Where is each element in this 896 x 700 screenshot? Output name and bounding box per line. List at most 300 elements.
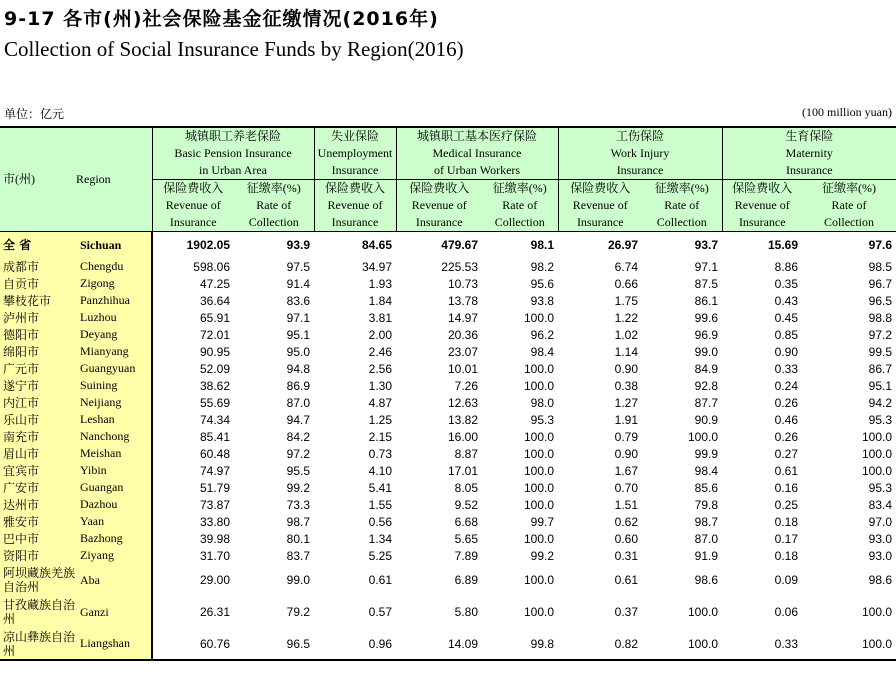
rate-value: 86.1 — [694, 293, 719, 308]
revenue-value: 13.82 — [447, 412, 478, 427]
revenue-value: 20.36 — [447, 327, 478, 342]
rate-value: 95.5 — [286, 463, 310, 478]
region-name-en: Sichuan — [76, 232, 152, 259]
revenue-value: 0.90 — [774, 344, 799, 359]
rate-value: 98.4 — [530, 344, 555, 359]
table-row — [0, 462, 896, 479]
rate-value: 90.9 — [694, 412, 719, 427]
region-name-en: Deyang — [76, 326, 152, 343]
revenue-value: 9.52 — [454, 497, 478, 512]
city-name-cn: 乐山市 — [0, 411, 76, 428]
rate-value: 97.0 — [868, 514, 893, 529]
rate-value: 95.1 — [286, 327, 310, 342]
rate-value: 98.7 — [694, 514, 719, 529]
header-revenue-label: 保险费收入 — [324, 181, 385, 195]
table-row — [0, 343, 896, 360]
header-revenue-label: 保险费收入 — [409, 181, 470, 195]
group-name-en: Work Injury — [610, 146, 670, 160]
group-name-en: in Urban Area — [199, 163, 267, 177]
rate-value: 98.0 — [530, 395, 555, 410]
rate-value: 83.6 — [286, 293, 310, 308]
revenue-value: 1.93 — [368, 276, 392, 291]
table-row — [0, 411, 896, 428]
rate-value: 96.7 — [868, 276, 893, 291]
rate-value: 73.3 — [286, 497, 310, 512]
revenue-value: 0.73 — [368, 446, 392, 461]
revenue-value: 0.96 — [314, 628, 396, 660]
header-city-cn: 市(州) — [0, 127, 76, 232]
rate-value: 80.1 — [286, 531, 310, 546]
header-group-pension — [152, 127, 314, 180]
region-name-en: Yaan — [76, 513, 152, 530]
rate-value: 99.9 — [694, 446, 719, 461]
revenue-value: 55.69 — [199, 395, 230, 410]
table-row — [0, 309, 896, 326]
revenue-value: 0.06 — [774, 605, 799, 619]
table-row — [0, 547, 896, 564]
region-name-en: Guangan — [76, 479, 152, 496]
region-name-en: Aba — [76, 564, 152, 596]
header-revenue — [152, 180, 234, 232]
revenue-value: 2.00 — [368, 327, 392, 342]
rate-value: 94.7 — [286, 412, 310, 427]
rate-value: 79.2 — [286, 605, 310, 619]
revenue-value: 8.87 — [454, 446, 478, 461]
rate-value: 95.3 — [868, 480, 893, 495]
rate-value: 100.0 — [687, 429, 719, 444]
city-name-cn: 全 省 — [0, 232, 76, 259]
city-name-cn: 眉山市 — [0, 445, 76, 462]
table-header — [0, 127, 896, 232]
revenue-value: 0.46 — [774, 412, 799, 427]
region-name-en: Guangyuan — [76, 360, 152, 377]
revenue-value: 17.01 — [447, 463, 478, 478]
rate-value: 79.8 — [694, 497, 719, 512]
revenue-value: 0.61 — [774, 463, 799, 478]
table-row — [0, 530, 896, 547]
header-revenue — [396, 180, 482, 232]
revenue-value: 5.25 — [368, 548, 392, 563]
rate-value: 100.0 — [523, 531, 555, 546]
revenue-value: 36.64 — [199, 293, 230, 308]
revenue-value: 51.79 — [199, 480, 230, 495]
rate-value: 97.5 — [286, 259, 310, 274]
rate-value: 86.7 — [868, 361, 893, 376]
rate-value: 100.0 — [523, 446, 555, 461]
rate-value: 96.9 — [694, 327, 719, 342]
rate-value: 91.9 — [694, 548, 719, 563]
revenue-value: 0.90 — [614, 361, 639, 376]
rate-value: 83.4 — [868, 497, 893, 512]
rate-value: 98.2 — [530, 259, 555, 274]
rate-value: 98.6 — [694, 573, 719, 587]
revenue-value: 0.45 — [774, 310, 799, 325]
revenue-value: 7.26 — [454, 378, 478, 393]
revenue-value: 1902.05 — [152, 232, 234, 259]
city-name-cn: 巴中市 — [0, 530, 76, 547]
header-revenue — [558, 180, 642, 232]
revenue-value: 0.33 — [774, 361, 799, 376]
rate-value: 99.2 — [530, 548, 555, 563]
revenue-value: 1.84 — [368, 293, 392, 308]
city-name-cn: 遂宁市 — [0, 377, 76, 394]
revenue-value: 23.07 — [447, 344, 478, 359]
revenue-value: 0.09 — [774, 573, 799, 587]
table-row — [0, 513, 896, 530]
revenue-value: 90.95 — [199, 344, 230, 359]
city-name-cn: 广元市 — [0, 360, 76, 377]
revenue-value: 0.37 — [614, 605, 639, 619]
table-row — [0, 394, 896, 411]
revenue-value: 4.87 — [368, 395, 392, 410]
region-name-en: Meishan — [76, 445, 152, 462]
revenue-value: 39.98 — [199, 531, 230, 546]
revenue-value: 0.85 — [774, 327, 799, 342]
rate-value: 96.2 — [530, 327, 555, 342]
region-name-en: Yibin — [76, 462, 152, 479]
header-rate-label: Collection — [494, 215, 545, 229]
header-revenue-label: Insurance — [169, 215, 217, 229]
header-revenue — [722, 180, 802, 232]
revenue-value: 0.66 — [614, 276, 639, 291]
revenue-value: 0.25 — [774, 497, 799, 512]
revenue-value: 72.01 — [199, 327, 230, 342]
city-name-cn: 泸州市 — [0, 309, 76, 326]
group-name-en: Insurance — [785, 163, 833, 177]
header-revenue-label: Insurance — [576, 215, 624, 229]
rate-value: 100.0 — [523, 573, 555, 587]
region-name-en: Zigong — [76, 275, 152, 292]
header-revenue-label: Revenue of — [734, 198, 790, 212]
header-rate-label: 征缴率(%) — [246, 181, 301, 195]
revenue-value: 0.56 — [368, 514, 392, 529]
revenue-value: 0.18 — [774, 514, 799, 529]
region-name-en: Suining — [76, 377, 152, 394]
revenue-value: 0.70 — [614, 480, 639, 495]
table-row — [0, 479, 896, 496]
revenue-value: 14.97 — [447, 310, 478, 325]
revenue-value: 60.48 — [199, 446, 230, 461]
rate-value: 87.0 — [694, 531, 719, 546]
rate-value: 100.0 — [802, 628, 896, 660]
table-title-cn: 9-17 各市(州)社会保险基金征缴情况(2016年) — [4, 8, 439, 30]
group-name-cn: 工伤保险 — [616, 129, 665, 143]
rate-value: 100.0 — [862, 429, 893, 444]
revenue-value: 0.82 — [558, 628, 642, 660]
rate-value: 100.0 — [687, 605, 719, 619]
city-name-cn: 广安市 — [0, 479, 76, 496]
revenue-value: 10.01 — [447, 361, 478, 376]
rate-value: 98.6 — [868, 573, 893, 587]
revenue-value: 60.76 — [152, 628, 234, 660]
revenue-value: 8.86 — [774, 259, 799, 274]
region-name-en: Ganzi — [76, 596, 152, 628]
revenue-value: 33.80 — [199, 514, 230, 529]
city-name-cn: 内江市 — [0, 394, 76, 411]
revenue-value: 0.17 — [774, 531, 799, 546]
city-name-cn: 雅安市 — [0, 513, 76, 530]
rate-value: 87.0 — [286, 395, 310, 410]
revenue-value: 12.63 — [447, 395, 478, 410]
rate-value: 100.0 — [642, 628, 722, 660]
revenue-value: 5.41 — [368, 480, 392, 495]
region-name-en: Bazhong — [76, 530, 152, 547]
region-name-en: Luzhou — [76, 309, 152, 326]
table-body — [0, 232, 896, 661]
revenue-value: 34.97 — [361, 259, 392, 274]
header-group-medical — [396, 127, 558, 180]
revenue-value: 0.62 — [614, 514, 639, 529]
revenue-value: 1.30 — [368, 378, 392, 393]
header-rate-label: 征缴率(%) — [822, 181, 877, 195]
rate-value: 93.8 — [530, 293, 555, 308]
rate-value: 97.1 — [286, 310, 310, 325]
revenue-value: 15.69 — [722, 232, 802, 259]
header-revenue-label: Insurance — [415, 215, 463, 229]
rate-value: 98.1 — [482, 232, 558, 259]
revenue-value: 52.09 — [199, 361, 230, 376]
group-name-cn: 失业保险 — [330, 129, 379, 143]
revenue-value: 0.18 — [774, 548, 799, 563]
revenue-value: 4.10 — [368, 463, 392, 478]
table-row — [0, 360, 896, 377]
revenue-value: 1.91 — [614, 412, 639, 427]
header-rate-label: Rate of — [664, 198, 700, 212]
revenue-value: 0.26 — [774, 429, 799, 444]
rate-value: 97.1 — [694, 259, 719, 274]
revenue-value: 0.27 — [774, 446, 799, 461]
rate-value: 87.5 — [694, 276, 719, 291]
rate-value: 100.0 — [523, 429, 555, 444]
revenue-value: 0.90 — [614, 446, 639, 461]
rate-value: 98.5 — [868, 259, 893, 274]
rate-value: 100.0 — [862, 463, 893, 478]
city-name-cn: 攀枝花市 — [0, 292, 76, 309]
revenue-value: 2.15 — [368, 429, 392, 444]
rate-value: 100.0 — [862, 605, 893, 619]
revenue-value: 225.53 — [441, 259, 478, 274]
city-name-cn: 德阳市 — [0, 326, 76, 343]
region-name-en: Leshan — [76, 411, 152, 428]
table-row — [0, 258, 896, 275]
revenue-value: 0.26 — [774, 395, 799, 410]
rate-value: 100.0 — [523, 497, 555, 512]
header-group-work-injury — [558, 127, 722, 180]
rate-value: 96.5 — [868, 293, 893, 308]
header-rate-label: Rate of — [256, 198, 292, 212]
header-rate — [482, 180, 558, 232]
rate-value: 99.8 — [482, 628, 558, 660]
revenue-value: 5.65 — [454, 531, 478, 546]
rate-value: 95.1 — [868, 378, 893, 393]
revenue-value: 1.27 — [614, 395, 639, 410]
header-region-en: Region — [76, 127, 152, 232]
region-name-en: Dazhou — [76, 496, 152, 513]
revenue-value: 6.89 — [454, 573, 478, 587]
header-rate — [802, 180, 896, 232]
rate-value: 99.6 — [694, 310, 719, 325]
group-name-cn: 城镇职工养老保险 — [184, 129, 281, 143]
revenue-value: 1.75 — [614, 293, 639, 308]
rate-value: 92.8 — [694, 378, 719, 393]
header-rate-label: 征缴率(%) — [654, 181, 709, 195]
table-row — [0, 445, 896, 462]
rate-value: 100.0 — [523, 605, 555, 619]
header-revenue-label: Revenue of — [165, 198, 221, 212]
rate-value: 99.7 — [530, 514, 555, 529]
rate-value: 100.0 — [523, 463, 555, 478]
region-name-en: Neijiang — [76, 394, 152, 411]
city-name-cn: 甘孜藏族自治州 — [0, 596, 76, 628]
revenue-value: 1.34 — [368, 531, 392, 546]
table-row — [0, 428, 896, 445]
group-name-cn: 城镇职工基本医疗保险 — [417, 129, 538, 143]
city-name-cn: 成都市 — [0, 258, 76, 275]
table-row — [0, 275, 896, 292]
rate-value: 99.0 — [694, 344, 719, 359]
table-row — [0, 377, 896, 394]
city-name-cn: 达州市 — [0, 496, 76, 513]
region-name-en: Nanchong — [76, 428, 152, 445]
revenue-value: 14.09 — [396, 628, 482, 660]
city-name-cn: 南充市 — [0, 428, 76, 445]
header-rate-label: Rate of — [831, 198, 867, 212]
revenue-value: 0.60 — [614, 531, 639, 546]
rate-value: 87.7 — [694, 395, 719, 410]
table-row — [0, 596, 896, 628]
revenue-value: 6.68 — [454, 514, 478, 529]
revenue-value: 16.00 — [447, 429, 478, 444]
insurance-funds-table — [0, 126, 896, 661]
rate-value: 99.2 — [286, 480, 310, 495]
revenue-value: 65.91 — [199, 310, 230, 325]
rate-value: 93.7 — [642, 232, 722, 259]
group-name-en: of Urban Workers — [433, 163, 521, 177]
revenue-value: 5.80 — [454, 605, 478, 619]
revenue-value: 598.06 — [193, 259, 230, 274]
rate-value: 84.9 — [694, 361, 719, 376]
revenue-value: 8.05 — [454, 480, 478, 495]
revenue-value: 7.89 — [454, 548, 478, 563]
rate-value: 100.0 — [523, 310, 555, 325]
rate-value: 96.5 — [234, 628, 314, 660]
rate-value: 98.7 — [286, 514, 310, 529]
rate-value: 94.8 — [286, 361, 310, 376]
rate-value: 100.0 — [523, 378, 555, 393]
rate-value: 100.0 — [862, 446, 893, 461]
rate-value: 98.4 — [694, 463, 719, 478]
rate-value: 100.0 — [523, 480, 555, 495]
header-group-unemployment — [314, 127, 396, 180]
revenue-value: 85.41 — [199, 429, 230, 444]
region-name-en: Mianyang — [76, 343, 152, 360]
group-name-en: Unemployment — [317, 146, 393, 160]
revenue-value: 0.31 — [614, 548, 639, 563]
revenue-value: 0.16 — [774, 480, 799, 495]
revenue-value: 1.55 — [368, 497, 392, 512]
rate-value: 94.2 — [868, 395, 893, 410]
rate-value: 97.2 — [286, 446, 310, 461]
header-revenue-label: Revenue of — [327, 198, 383, 212]
city-name-cn: 绵阳市 — [0, 343, 76, 360]
header-revenue-label: 保险费收入 — [732, 181, 793, 195]
revenue-value: 0.35 — [774, 276, 799, 291]
rate-value: 93.0 — [868, 548, 893, 563]
city-name-cn: 阿坝藏族羌族自治州 — [0, 564, 76, 596]
table-title-en: Collection of Social Insurance Funds by Region(2016) — [4, 37, 464, 61]
table-row — [0, 326, 896, 343]
header-revenue-label: Revenue of — [572, 198, 628, 212]
revenue-value: 73.87 — [199, 497, 230, 512]
header-revenue-label: Insurance — [331, 215, 379, 229]
revenue-value: 2.56 — [368, 361, 392, 376]
group-name-en: Basic Pension Insurance — [174, 146, 292, 160]
unit-label-en: (100 million yuan) — [802, 105, 892, 119]
rate-value: 95.6 — [530, 276, 555, 291]
rate-value: 83.7 — [286, 548, 310, 563]
header-rate-label: Collection — [656, 215, 707, 229]
table-row — [0, 292, 896, 309]
revenue-value: 0.33 — [722, 628, 802, 660]
table-row-total — [0, 232, 896, 259]
revenue-value: 26.31 — [199, 605, 230, 619]
revenue-value: 1.22 — [614, 310, 639, 325]
table-row — [0, 496, 896, 513]
header-revenue-label: Insurance — [738, 215, 786, 229]
revenue-value: 1.14 — [614, 344, 639, 359]
revenue-value: 47.25 — [199, 276, 230, 291]
header-revenue-label: Revenue of — [411, 198, 467, 212]
rate-value: 97.2 — [868, 327, 893, 342]
header-rate — [234, 180, 314, 232]
header-rate-label: Collection — [824, 215, 875, 229]
revenue-value: 84.65 — [314, 232, 396, 259]
revenue-value: 1.25 — [368, 412, 392, 427]
city-name-cn: 自贡市 — [0, 275, 76, 292]
group-name-en: Maternity — [785, 146, 833, 160]
header-rate-label: Rate of — [502, 198, 538, 212]
rate-value: 95.0 — [286, 344, 310, 359]
header-rate-label: 征缴率(%) — [492, 181, 547, 195]
unit-label-cn: 单位：亿元 — [4, 107, 65, 121]
revenue-value: 0.61 — [614, 573, 639, 587]
revenue-value: 31.70 — [199, 548, 230, 563]
rate-value: 85.6 — [694, 480, 719, 495]
group-name-en: Medical Insurance — [432, 146, 522, 160]
rate-value: 100.0 — [523, 361, 555, 376]
rate-value: 93.9 — [234, 232, 314, 259]
header-group-maternity — [722, 127, 896, 180]
rate-value: 91.4 — [286, 276, 310, 291]
rate-value: 98.8 — [868, 310, 893, 325]
rate-value: 93.0 — [868, 531, 893, 546]
revenue-value: 2.46 — [368, 344, 392, 359]
revenue-value: 26.97 — [558, 232, 642, 259]
header-rate — [642, 180, 722, 232]
revenue-value: 1.67 — [614, 463, 639, 478]
rate-value: 86.9 — [286, 378, 310, 393]
header-revenue-label: 保险费收入 — [163, 181, 224, 195]
revenue-value: 1.51 — [614, 497, 639, 512]
table-row — [0, 564, 896, 596]
region-name-en: Panzhihua — [76, 292, 152, 309]
rate-value: 97.6 — [802, 232, 896, 259]
rate-value: 99.0 — [286, 573, 310, 587]
header-revenue-label: 保险费收入 — [570, 181, 631, 195]
rate-value: 95.3 — [530, 412, 555, 427]
city-name-cn: 资阳市 — [0, 547, 76, 564]
revenue-value: 6.74 — [614, 259, 639, 274]
